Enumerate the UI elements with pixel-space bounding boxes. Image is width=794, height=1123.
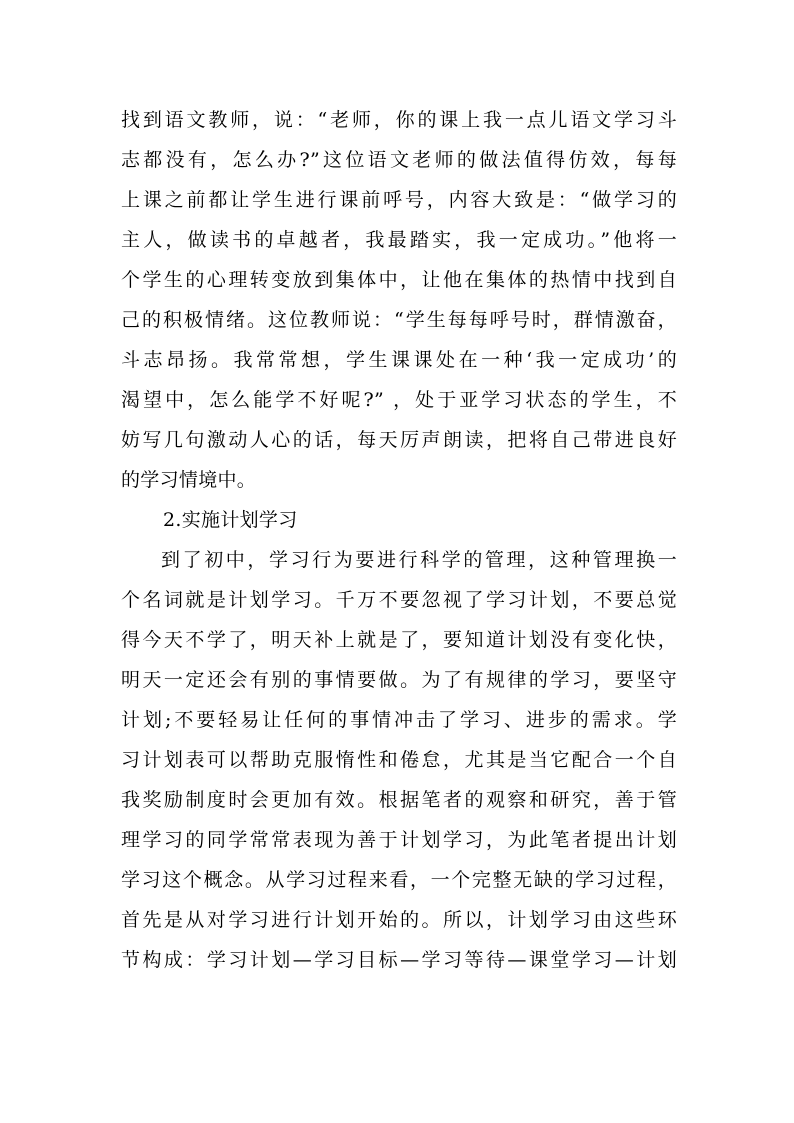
paragraph-line: 理学习的同学常常表现为善于计划学习，为此笔者提出计划 [121, 829, 677, 851]
paragraph-line: 个名词就是计划学习。千万不要忽视了学习计划，不要总觉 [121, 589, 677, 611]
paragraph-first-line: 到了初中，学习行为要进行科学的管理，这种管理换一 [161, 549, 677, 571]
paragraph-line: 己的积极情绪。这位教师说：“学生每每呼号时，群情激奋， [121, 309, 677, 331]
paragraph-line: 渴望中，怎么能学不好呢?” ，处于亚学习状态的学生，不 [121, 389, 677, 411]
paragraph-line: 计划;不要轻易让任何的事情冲击了学习、进步的需求。学 [121, 709, 677, 731]
paragraph-last-line: 的学习情境中。 [121, 469, 257, 491]
paragraph-line: 首先是从对学习进行计划开始的。所以，计划学习由这些环 [121, 909, 677, 931]
paragraph-line: 学习这个概念。从学习过程来看，一个完整无缺的学习过程， [121, 869, 677, 891]
paragraph-line: 我奖励制度时会更加有效。根据笔者的观察和研究，善于管 [121, 789, 677, 811]
paragraph-line: 个学生的心理转变放到集体中，让他在集体的热情中找到自 [121, 269, 677, 291]
paragraph-line: 习计划表可以帮助克服惰性和倦怠，尤其是当它配合一个自 [121, 749, 677, 771]
paragraph-line: 找到语文教师，说：“老师，你的课上我一点儿语文学习斗 [121, 109, 677, 131]
paragraph-line: 明天一定还会有别的事情要做。为了有规律的学习，要坚守 [121, 669, 677, 691]
paragraph-line: 妨写几句激动人心的话，每天厉声朗读，把将自己带进良好 [121, 429, 677, 451]
section-heading: 2.实施计划学习 [163, 509, 298, 531]
paragraph-line: 主人，做读书的卓越者，我最踏实，我一定成功。”他将一 [121, 229, 677, 251]
paragraph-line: 上课之前都让学生进行课前呼号，内容大致是：“做学习的 [121, 189, 677, 211]
paragraph-line: 志都没有，怎么办?”这位语文老师的做法值得仿效，每每 [121, 149, 677, 171]
body-text [121, 100, 677, 980]
paragraph-line: 得今天不学了，明天补上就是了，要知道计划没有变化快， [121, 629, 677, 651]
paragraph-line: 节构成：学习计划—学习目标—学习等待—课堂学习—计划 [121, 949, 677, 971]
paragraph-line: 斗志昂扬。我常常想，学生课课处在一种‘我一定成功’的 [121, 349, 677, 371]
